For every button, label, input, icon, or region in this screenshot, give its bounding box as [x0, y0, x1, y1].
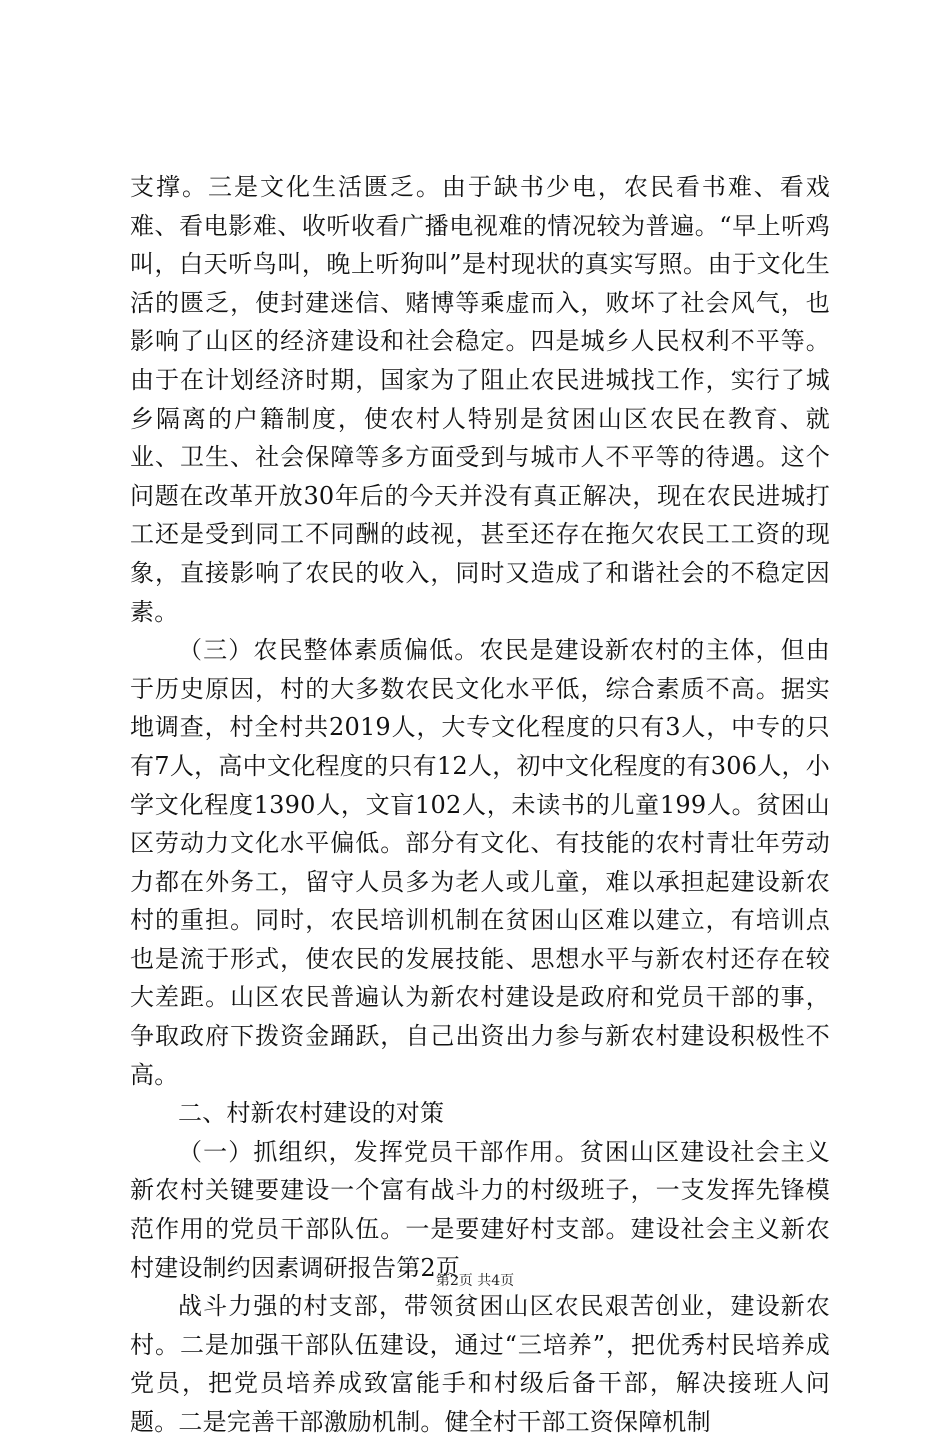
paragraph-2: （三）农民整体素质偏低。农民是建设新农村的主体，但由于历史原因，村的大多数农民文化水平低，综合素质不高。据实地调查，村全村共2019人，大专文化程度的只有3人，中专的只有7人，高中文化程度的只有12人，初中文化程度的有306人，小学文化程度1390人，文盲102人，未读书的儿童199人。贫困山区劳动力文化水平偏低。部分有文化、有技能的农村青壮年劳动力都在外务工，留守人员多为老人或儿童，难以承担起建设新农村的重担。同时，农民培训机制在贫困山区难以建立，有培训点也是流于形式，使农民的发展技能、思想水平与新农村还存在较大差距。山区农民普遍认为新农村建设是政府和党员干部的事，争取政府下拨资金踊跃，自己出资出力参与新农村建设积极性不高。	[130, 636, 830, 1089]
paragraph-3: （一）抓组织，发挥党员干部作用。贫困山区建设社会主义新农村关键要建设一个富有战斗力的村级班子，一支发挥先锋模范作用的党员干部队伍。一是要建好村支部。建设社会主义新农村建设制约因素调研报告第2页	[130, 1137, 830, 1282]
paragraph-4: 战斗力强的村支部，带领贫困山区农民艰苦创业，建设新农村。二是加强干部队伍建设，通过“三培养”，把优秀村民培养成党员，把党员培养成致富能手和村级后备干部，解决接班人问题。二是完善干部激励机制。健全村干部工资保障机制	[130, 1292, 830, 1436]
section-heading: 二、村新农村建设的对策	[178, 1099, 445, 1128]
paragraph-1: 支撑。三是文化生活匮乏。由于缺书少电，农民看书难、看戏难、看电影难、收听收看广播电视难的情况较为普遍。“早上听鸡叫，白天听鸟叫，晚上听狗叫”是村现状的真实写照。由于文化生活的匮乏，使封建迷信、赌博等乘虚而入，败坏了社会风气，也影响了山区的经济建设和社会稳定。四是城乡人民权利不平等。由于在计划经济时期，国家为了阻止农民进城找工作，实行了城乡隔离的户籍制度，使农村人特别是贫困山区农民在教育、就业、卫生、社会保障等多方面受到与城市人不平等的待遇。这个问题在改革开放30年后的今天并没有真正解决，现在农民进城打工还是受到同工不同酬的歧视，甚至还存在拖欠农民工工资的现象，直接影响了农民的收入，同时又造成了和谐社会的不稳定因素。	[130, 173, 830, 626]
document-body	[130, 168, 830, 1442]
page-footer: 第2页 共4页	[435, 1273, 515, 1289]
